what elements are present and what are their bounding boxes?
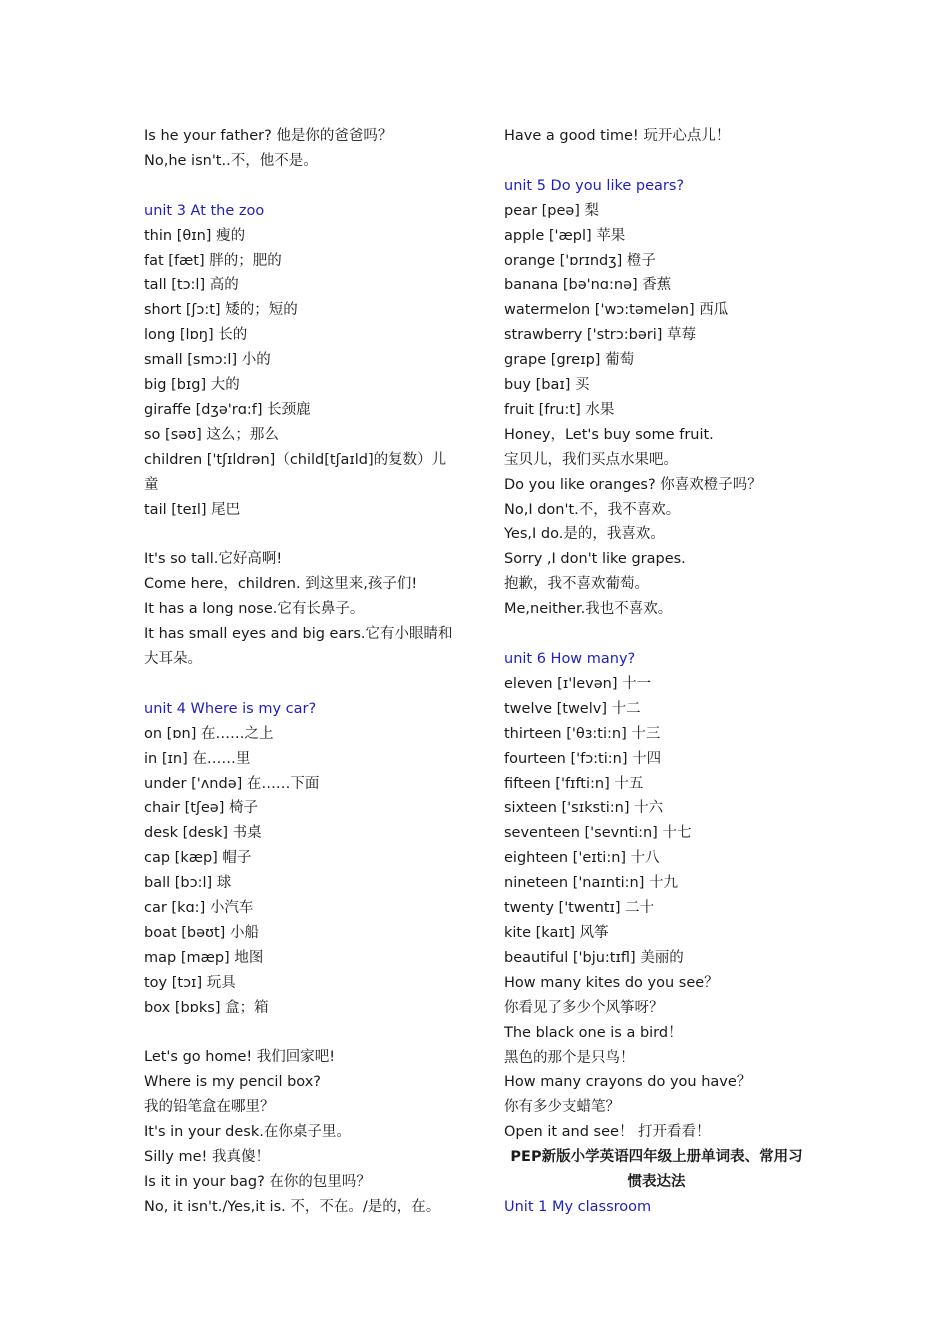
text-line: strawberry ['strɔ:bəri] 草莓 — [504, 327, 697, 344]
text-line: No,I don't.不，我不喜欢。 — [504, 501, 681, 518]
text-line: fat [fæt] 胖的；肥的 — [144, 252, 282, 269]
left-column — [144, 124, 454, 1220]
blank-line — [144, 1021, 454, 1046]
text-line: buy [baɪ] 买 — [504, 377, 590, 394]
text-line: How many kites do you see？ — [504, 974, 719, 991]
blank-line — [504, 622, 809, 647]
text-line: under ['ʌndə] 在……下面 — [144, 775, 320, 792]
unit-heading: unit 6 How many? — [504, 651, 636, 667]
text-line: fifteen ['fɪfti:n] 十五 — [504, 775, 644, 792]
text-line: big [bɪg] 大的 — [144, 377, 240, 394]
text-line: map [mæp] 地图 — [144, 949, 264, 966]
text-line: chair [tʃeə] 椅子 — [144, 800, 258, 817]
text-line: beautiful ['bju:tɪfl] 美丽的 — [504, 949, 684, 966]
unit-heading: unit 4 Where is my car? — [144, 700, 317, 717]
text-line: apple ['æpl] 苹果 — [504, 227, 626, 244]
text-line: It's in your desk.在你桌子里。 — [144, 1124, 351, 1141]
text-line: It's so tall.它好高啊! — [144, 551, 283, 568]
text-line: tail [teɪl] 尾巴 — [144, 501, 241, 518]
text-line: Come here，children. 到这里来,孩子们! — [144, 576, 418, 593]
blank-line — [504, 149, 809, 174]
text-line: car [kɑ:] 小汽车 — [144, 900, 254, 917]
text-line: desk [desk] 书桌 — [144, 825, 262, 842]
text-line: 抱歉，我不喜欢葡萄。 — [504, 576, 649, 593]
text-line: Is he your father? 他是你的爸爸吗？ — [144, 128, 393, 144]
text-line: children ['tʃɪldrən]（child[tʃaɪld]的复数）儿童 — [144, 451, 447, 493]
right-column-lines — [504, 124, 809, 1145]
text-line: thirteen ['θɜ:ti:n] 十三 — [504, 725, 661, 742]
text-line: eighteen ['eɪti:n] 十八 — [504, 850, 660, 867]
text-line: twenty ['twentɪ] 二十 — [504, 900, 655, 917]
text-line: It has a long nose.它有长鼻子。 — [144, 601, 365, 618]
text-line: eleven [ɪ'levən] 十一 — [504, 675, 652, 692]
text-line: kite [kaɪt] 风筝 — [504, 924, 609, 941]
text-line: sixteen ['sɪksti:n] 十六 — [504, 800, 664, 817]
text-line: Do you like oranges? 你喜欢橙子吗？ — [504, 476, 762, 493]
document-title: PEP新版小学英语四年级上册单词表、常用习惯表达法 — [510, 1149, 803, 1191]
text-line: short [ʃɔ:t] 矮的；短的 — [144, 302, 298, 319]
text-line: seventeen ['sevnti:n] 十七 — [504, 825, 692, 842]
text-line: fourteen ['fɔ:ti:n] 十四 — [504, 750, 662, 767]
text-line: banana [bə'nɑ:nə] 香蕉 — [504, 277, 672, 294]
right-column — [504, 124, 809, 1220]
text-line: cap [kæp] 帽子 — [144, 850, 252, 867]
blank-line — [144, 174, 454, 199]
text-line: tall [tɔ:l] 高的 — [144, 277, 239, 294]
text-line: It has small eyes and big ears.它有小眼睛和大耳朵。 — [144, 626, 453, 667]
text-line: long [lɒŋ] 长的 — [144, 327, 248, 344]
text-line: giraffe [dʒə'rɑ:f] 长颈鹿 — [144, 401, 311, 418]
text-line: toy [tɔɪ] 玩具 — [144, 974, 236, 991]
text-line: orange ['ɒrɪndʒ] 橙子 — [504, 252, 656, 269]
text-line: Silly me! 我真傻！ — [144, 1149, 270, 1166]
text-line: Let's go home! 我们回家吧! — [144, 1049, 336, 1066]
text-line: box [bɒks] 盒；箱 — [144, 999, 269, 1016]
text-line: 你有多少支蜡笔？ — [504, 1099, 620, 1116]
text-line: No, it isn't./Yes,it is. 不，不在。/是的，在。 — [144, 1198, 441, 1215]
text-line: watermelon ['wɔ:təmelən] 西瓜 — [504, 302, 729, 319]
text-line: Have a good time! 玩开心点儿！ — [504, 128, 731, 144]
text-line: Yes,I do.是的，我喜欢。 — [504, 526, 665, 543]
text-line: How many crayons do you have？ — [504, 1074, 752, 1091]
text-line: so [səʊ] 这么；那么 — [144, 426, 279, 443]
text-line: 宝贝儿，我们买点水果吧。 — [504, 451, 678, 468]
text-line: thin [θɪn] 瘦的 — [144, 227, 246, 244]
text-line: boat [bəʊt] 小船 — [144, 924, 259, 941]
blank-line — [144, 672, 454, 697]
text-line: ball [bɔ:l] 球 — [144, 875, 232, 892]
unit-heading: unit 3 At the zoo — [144, 202, 265, 219]
text-line: 黑色的那个是只鸟！ — [504, 1049, 635, 1066]
text-line: on [ɒn] 在……之上 — [144, 725, 274, 742]
text-line: Where is my pencil box? — [144, 1074, 321, 1091]
text-line: in [ɪn] 在……里 — [144, 750, 251, 767]
text-line: 你看见了多少个风筝呀？ — [504, 999, 664, 1016]
blank-line — [144, 522, 454, 547]
text-line: Honey，Let's buy some fruit. — [504, 426, 714, 443]
text-line: The black one is a bird！ — [504, 1024, 683, 1041]
text-line: twelve [twelv] 十二 — [504, 700, 641, 717]
text-line: 我的铅笔盒在哪里？ — [144, 1099, 275, 1116]
text-line: Sorry ,I don't like grapes. — [504, 551, 686, 568]
text-line: Is it in your bag? 在你的包里吗？ — [144, 1174, 371, 1190]
text-line: small [smɔ:l] 小的 — [144, 352, 271, 369]
text-line: nineteen ['naɪnti:n] 十九 — [504, 875, 679, 892]
text-line: pear [peə] 梨 — [504, 202, 600, 219]
text-line: Me,neither.我也不喜欢。 — [504, 601, 673, 618]
text-line: Open it and see！ 打开看看！ — [504, 1124, 711, 1141]
text-line: grape [greɪp] 葡萄 — [504, 352, 635, 369]
text-line: fruit [fru:t] 水果 — [504, 401, 615, 418]
unit-heading: unit 5 Do you like pears? — [504, 177, 685, 194]
unit-1-heading: Unit 1 My classroom — [504, 1198, 652, 1215]
text-line: No,he isn't..不，他不是。 — [144, 152, 318, 169]
